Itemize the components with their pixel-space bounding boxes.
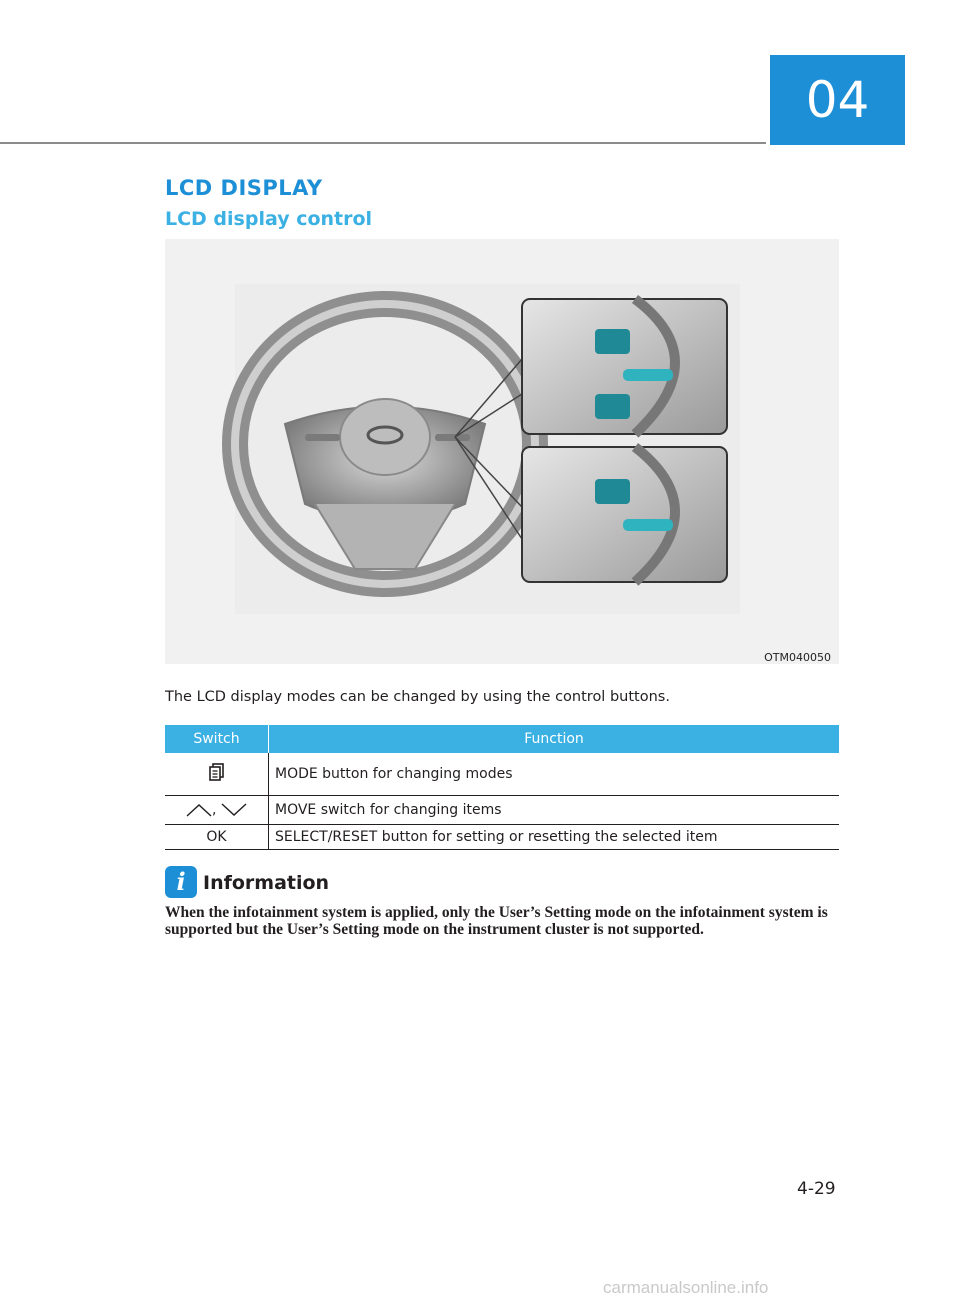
switch-cell: OK bbox=[165, 824, 269, 849]
intro-text: The LCD display modes can be changed by using the control buttons. bbox=[165, 689, 670, 705]
chevron-down-icon bbox=[221, 803, 247, 817]
function-cell: MODE button for changing modes bbox=[269, 753, 840, 795]
steering-wheel-figure bbox=[165, 239, 839, 664]
info-body: When the infotainment system is applied, only the User’s Setting mode on the infotainment system is supported but the User’s Setting mode on the instrument cluster is not supported. bbox=[165, 904, 828, 938]
steering-wheel-illustration bbox=[165, 239, 839, 664]
figure-code: OTM040050 bbox=[764, 651, 831, 664]
function-cell: MOVE switch for changing items bbox=[269, 795, 840, 824]
section-title: LCD DISPLAY bbox=[165, 176, 323, 200]
watermark: carmanualsonline.info bbox=[603, 1278, 769, 1297]
header-rule bbox=[0, 142, 766, 144]
chevron-up-icon bbox=[186, 803, 212, 817]
table-row bbox=[165, 753, 839, 795]
table-row bbox=[165, 795, 839, 824]
chapter-tab: 04 bbox=[770, 55, 905, 145]
table-row bbox=[165, 824, 839, 849]
switch-cell bbox=[165, 795, 269, 824]
header-switch: Switch bbox=[165, 725, 269, 753]
switch-cell bbox=[165, 753, 269, 795]
function-cell: SELECT/RESET button for setting or resetting the selected item bbox=[269, 824, 840, 849]
switch-separator: , bbox=[212, 801, 217, 818]
info-title: Information bbox=[203, 872, 330, 894]
mode-icon bbox=[209, 763, 225, 781]
info-icon: i bbox=[165, 866, 197, 898]
header-function: Function bbox=[269, 725, 840, 753]
function-table bbox=[165, 725, 839, 850]
sub-title: LCD display control bbox=[165, 208, 373, 230]
table-header-row bbox=[165, 725, 839, 753]
page-number: 4-29 bbox=[797, 1179, 836, 1199]
